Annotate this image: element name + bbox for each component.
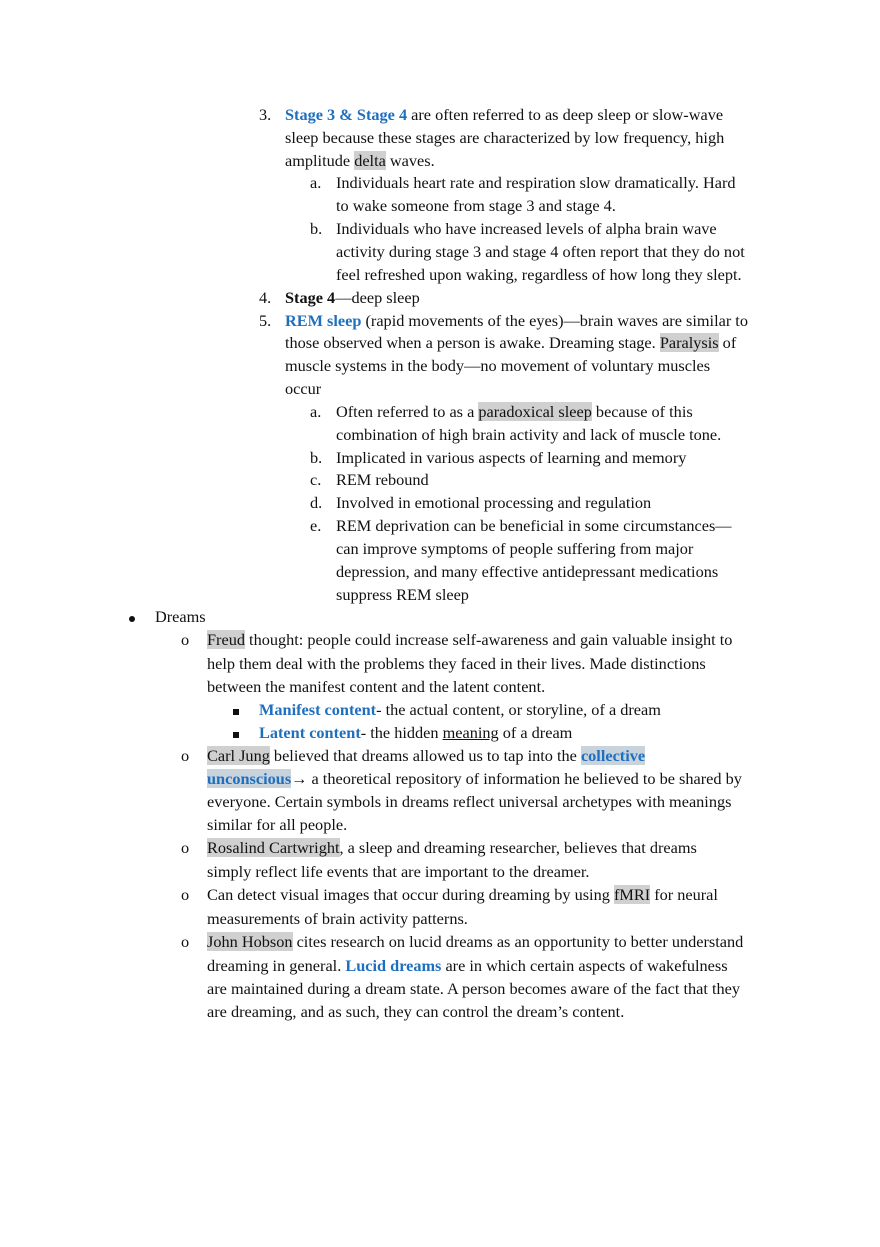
underlined-meaning: meaning	[442, 723, 499, 742]
rem-line-4: occur	[285, 379, 322, 398]
text: thought: people could increase self-awareness and gain valuable insight to	[244, 630, 733, 649]
stage3-term: Stage 3 & Stage 4	[285, 105, 408, 124]
freud-line-1	[207, 630, 732, 650]
text: of a dream	[498, 723, 573, 742]
text: cites research on lucid dreams as an opportunity to better understand	[292, 932, 744, 951]
rem-e-line-4: suppress REM sleep	[336, 585, 469, 604]
text: —deep sleep	[335, 288, 420, 307]
stage4-term: Stage 4	[285, 288, 336, 307]
collective-term: collective	[580, 746, 646, 765]
stage3-line-1	[285, 105, 723, 125]
sub-bullet: o	[181, 746, 190, 765]
list-number: 3.	[259, 105, 272, 124]
rem-d-line-1: Involved in emotional processing and regulation	[336, 493, 652, 512]
rem-line-2	[285, 333, 736, 353]
cartwright-line-1	[207, 838, 697, 858]
hobson-line-3: are maintained during a dream state. A person becomes aware of the fact that they	[207, 979, 740, 998]
sub-letter: b.	[310, 448, 323, 467]
manifest-term: Manifest content	[259, 700, 377, 719]
highlight-rosalind-cartwright: Rosalind Cartwright	[207, 838, 340, 857]
square-bullet-icon	[233, 700, 239, 720]
jung-line-3: everyone. Certain symbols in dreams reflect universal archetypes with meanings	[207, 792, 732, 811]
rem-line-1	[285, 311, 748, 331]
text: (rapid movements of the eyes)—brain waves are similar to	[361, 311, 748, 330]
latent-line	[259, 723, 572, 743]
rem-a-line-1	[336, 402, 693, 422]
sub-letter: c.	[310, 470, 322, 489]
text: dreaming in general.	[207, 956, 346, 975]
rem-line-3: muscle systems in the body—no movement of voluntary muscles	[285, 356, 711, 375]
hobson-line-4: are dreaming, and as such, they can control the dream’s content.	[207, 1002, 625, 1021]
list-number: 5.	[259, 311, 272, 330]
jung-line-4: similar for all people.	[207, 815, 348, 834]
sub-bullet: o	[181, 885, 190, 904]
lucid-dreams-term: Lucid dreams	[345, 956, 442, 975]
manifest-line	[259, 700, 661, 720]
arrow-icon: →	[291, 769, 308, 788]
text: because of this	[591, 402, 693, 421]
freud-line-3: between the manifest content and the latent content.	[207, 677, 546, 696]
text: a theoretical repository of information he believed to be shared by	[307, 769, 742, 788]
sub-letter: a.	[310, 402, 322, 421]
rem-a-line-2: combination of high brain activity and lack of muscle tone.	[336, 425, 722, 444]
hobson-line-1	[207, 932, 743, 952]
highlight-freud: Freud	[207, 630, 245, 649]
sub-letter: d.	[310, 493, 323, 512]
stage3-a-line-1: Individuals heart rate and respiration slow dramatically. Hard	[336, 173, 736, 192]
rem-e-line-1: REM deprivation can be beneficial in some circumstances—	[336, 516, 732, 535]
sub-letter: b.	[310, 219, 323, 238]
text: waves.	[385, 151, 435, 170]
cartwright-line-2: simply reflect life events that are important to the dreamer.	[207, 862, 590, 881]
freud-line-2: help them deal with the problems they faced in their lives. Made distinctions	[207, 654, 706, 673]
jung-line-2	[207, 769, 742, 789]
text: are in which certain aspects of wakefulness	[441, 956, 728, 975]
unconscious-term: unconscious	[207, 769, 292, 788]
highlight-paralysis: Paralysis	[659, 333, 719, 352]
highlight-carl-jung: Carl Jung	[207, 746, 270, 765]
stage3-line-2: sleep because these stages are characterized by low frequency, high	[285, 128, 725, 147]
text: Often referred to as a	[336, 402, 479, 421]
stage3-line-3	[285, 151, 435, 171]
stage3-b-line-3: feel refreshed upon waking, regardless of how long they slept.	[336, 265, 742, 284]
text: , a sleep and dreaming researcher, believes that dreams	[339, 838, 697, 857]
text: amplitude	[285, 151, 355, 170]
sub-bullet: o	[181, 838, 190, 857]
highlight-fmri: fMRI	[613, 885, 651, 904]
sub-letter: e.	[310, 516, 322, 535]
highlight-delta: delta	[354, 151, 386, 170]
stage3-b-line-2: activity during stage 3 and stage 4 often report that they do not	[336, 242, 745, 261]
fmri-line-2: measurements of brain activity patterns.	[207, 909, 468, 928]
highlight-john-hobson: John Hobson	[207, 932, 293, 951]
rem-e-line-3: depression, and many effective antidepressant medications	[336, 562, 719, 581]
rem-e-line-2: can improve symptoms of people suffering from major	[336, 539, 694, 558]
text: are often referred to as deep sleep or slow-wave	[407, 105, 724, 124]
rem-b-line-1: Implicated in various aspects of learning and memory	[336, 448, 687, 467]
list-number: 4.	[259, 288, 272, 307]
stage3-a-line-2: to wake someone from stage 3 and stage 4.	[336, 196, 616, 215]
sub-letter: a.	[310, 173, 322, 192]
text: Can detect visual images that occur during dreaming by using	[207, 885, 614, 904]
text: - the hidden	[360, 723, 443, 742]
text: for neural	[650, 885, 718, 904]
rem-term: REM sleep	[285, 311, 362, 330]
highlight-paradoxical-sleep: paradoxical sleep	[478, 402, 592, 421]
stage3-b-line-1: Individuals who have increased levels of alpha brain wave	[336, 219, 717, 238]
latent-term: Latent content	[259, 723, 361, 742]
text: of	[718, 333, 737, 352]
rem-c-line-1: REM rebound	[336, 470, 429, 489]
hobson-line-2	[207, 956, 728, 976]
square-bullet-icon	[233, 723, 239, 743]
text: believed that dreams allowed us to tap into the	[269, 746, 581, 765]
bullet-icon	[129, 607, 135, 627]
text: those observed when a person is awake. Dreaming stage.	[285, 333, 660, 352]
fmri-line-1	[207, 885, 718, 905]
text: - the actual content, or storyline, of a dream	[376, 700, 661, 719]
sub-bullet: o	[181, 932, 190, 951]
jung-line-1	[207, 746, 645, 766]
stage4-line	[285, 288, 420, 308]
sub-bullet: o	[181, 630, 190, 649]
dreams-heading: Dreams	[155, 607, 206, 626]
